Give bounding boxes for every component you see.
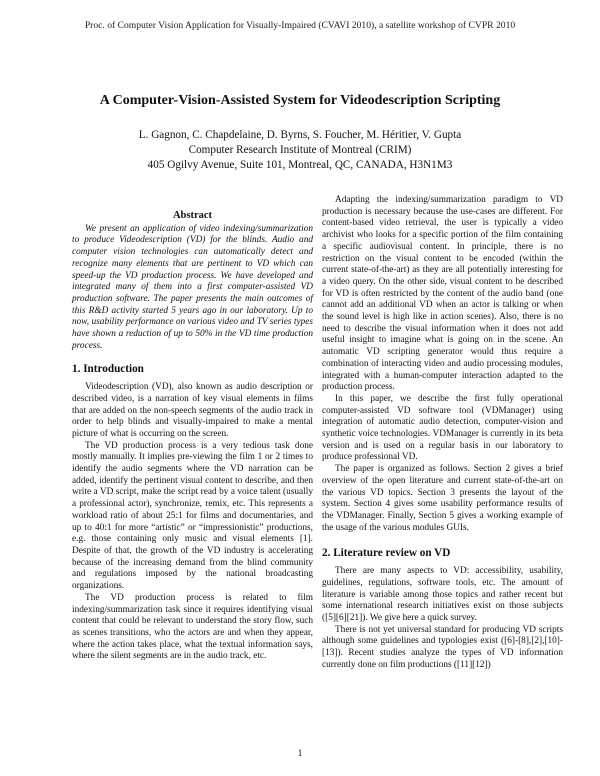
right-column (322, 195, 563, 671)
section-heading-introduction: 1. Introduction (72, 363, 144, 376)
affiliation: Computer Research Institute of Montreal (CRIM) (188, 144, 412, 156)
page-number: 1 (297, 749, 303, 759)
author-list: L. Gagnon, C. Chapdelaine, D. Byrns, S. Foucher, M. Héritier, V. Gupta (138, 129, 462, 141)
running-header: Proc. of Computer Vision Application for Visually-Impaired (CVAVI 2010), a satellite workshop of CVPR 2010 (84, 20, 516, 31)
section-heading-literature-review: 2. Literature review on VD (322, 547, 451, 560)
abstract-heading: Abstract (172, 210, 213, 221)
address: 405 Ogilvy Avenue, Suite 101, Montreal, QC, CANADA, H3N1M3 (147, 159, 453, 171)
author-block (0, 128, 600, 173)
intro-paragraph-4: Adapting the indexing/summarization paradigm to VD production is necessary because the use-cases are different. For content-based video retrieval, the user is typically a video archivist who looks for a specific portion of the film containing a specific audiovisual content. In principle, there is no restriction on the visual content to be encoded (within the current state-of-the-art) as they are all potentially interesting for a video query. On the other side, visual content to be described for VD is often restricted by the content of the audio band (one cannot add an additional VD when an actor is talking or when the sound level is high like in action scenes). Also, there is no need to describe the visual information when it does not add useful insight to imagine what is going on in the scene. An automatic VD scripting generator would thus require a combination of interacting video and audio processing modules, integrated with a human-computer interaction adapted to the production process. (322, 195, 563, 393)
left-column (72, 210, 313, 663)
abstract-text: We present an application of video indexing/summarization to produce Videodescription (VD) for the blinds. Audio and computer vision technologies can automatically detect and recognize many elements that are pertinent to VD which can speed-up the VD production process. We have developed and integrated many of them into a first computer-assisted VD production software. The paper presents the main outcomes of this R&D activity started 5 years ago in our laboratory. Up to now, usability performance on various video and TV series types have shown a reduction of up to 50% in the VD time production process. (72, 223, 313, 351)
intro-paragraph-2: The VD production process is a very tedious task done mostly manually. It implies pre-viewing the film 1 or 2 times to identify the audio segments where the VD narration can be added, identify the pertinent visual content to describe, and then write a VD script, make the script read by a voice talent (usually a professional actor), synchronize, remix, etc. This represents a workload ratio of about 25:1 for films and documentaries, and up to 40:1 for more “artistic” or “impressionistic” productions, e.g. those containing only music and visual elements [1]. Despite of that, the growth of the VD industry is accelerating because of the increasing demand from the blind community and regulations imposed by the national broadcasting organizations. (72, 440, 313, 592)
literature-paragraph-1: There are many aspects to VD: accessibility, usability, guidelines, regulations, software tools, etc. The amount of literature is variable among those topics and rather recent but some international research initiatives exist on those subjects ([5][6][21]). We give here a quick survey. (322, 566, 563, 623)
literature-paragraph-2: There is not yet universal standard for producing VD scripts although some guidelines and typologies exist ([6]-[8],[2],[10]-[13]). Recent studies analyze the types of VD information currently done on film productions ([11][12]) (322, 624, 563, 670)
intro-paragraph-5: In this paper, we describe the first fully operational computer-assisted VD software tool (VDManager) using integration of automatic audio detection, computer-vision and synthetic voice technologies. VDManager is currently in its beta version and is used on a regular basis in our laboratory to produce professional VD. (322, 393, 563, 463)
abstract (72, 210, 313, 352)
intro-paragraph-3: The VD production process is related to film indexing/summarization task since it requires identifying visual content that could be relevant to understand the story flow, such as scenes transitions, who the actors are and when they appear, where the action takes place, what the textual information says, where the silent segments are in the audio track, etc. (72, 592, 313, 662)
intro-paragraph-6: The paper is organized as follows. Section 2 gives a brief overview of the open literature and current state-of-the-art on the various VD topics. Section 3 presents the layout of the system. Section 4 gives some usability performance results of the VDManager. Finally, Section 5 gives a working example of the usage of the various modules GUIs. (322, 464, 563, 533)
paper-title: A Computer-Vision-Assisted System for Videodescription Scripting (99, 93, 501, 108)
intro-paragraph-1: Videodescription (VD), also known as audio description or described video, is a narration of key visual elements in films that are added on the non-speech segments of the audio track in order to help blinds and visually-impaired to make a mental picture of what is occurring on the screen. (72, 382, 313, 439)
